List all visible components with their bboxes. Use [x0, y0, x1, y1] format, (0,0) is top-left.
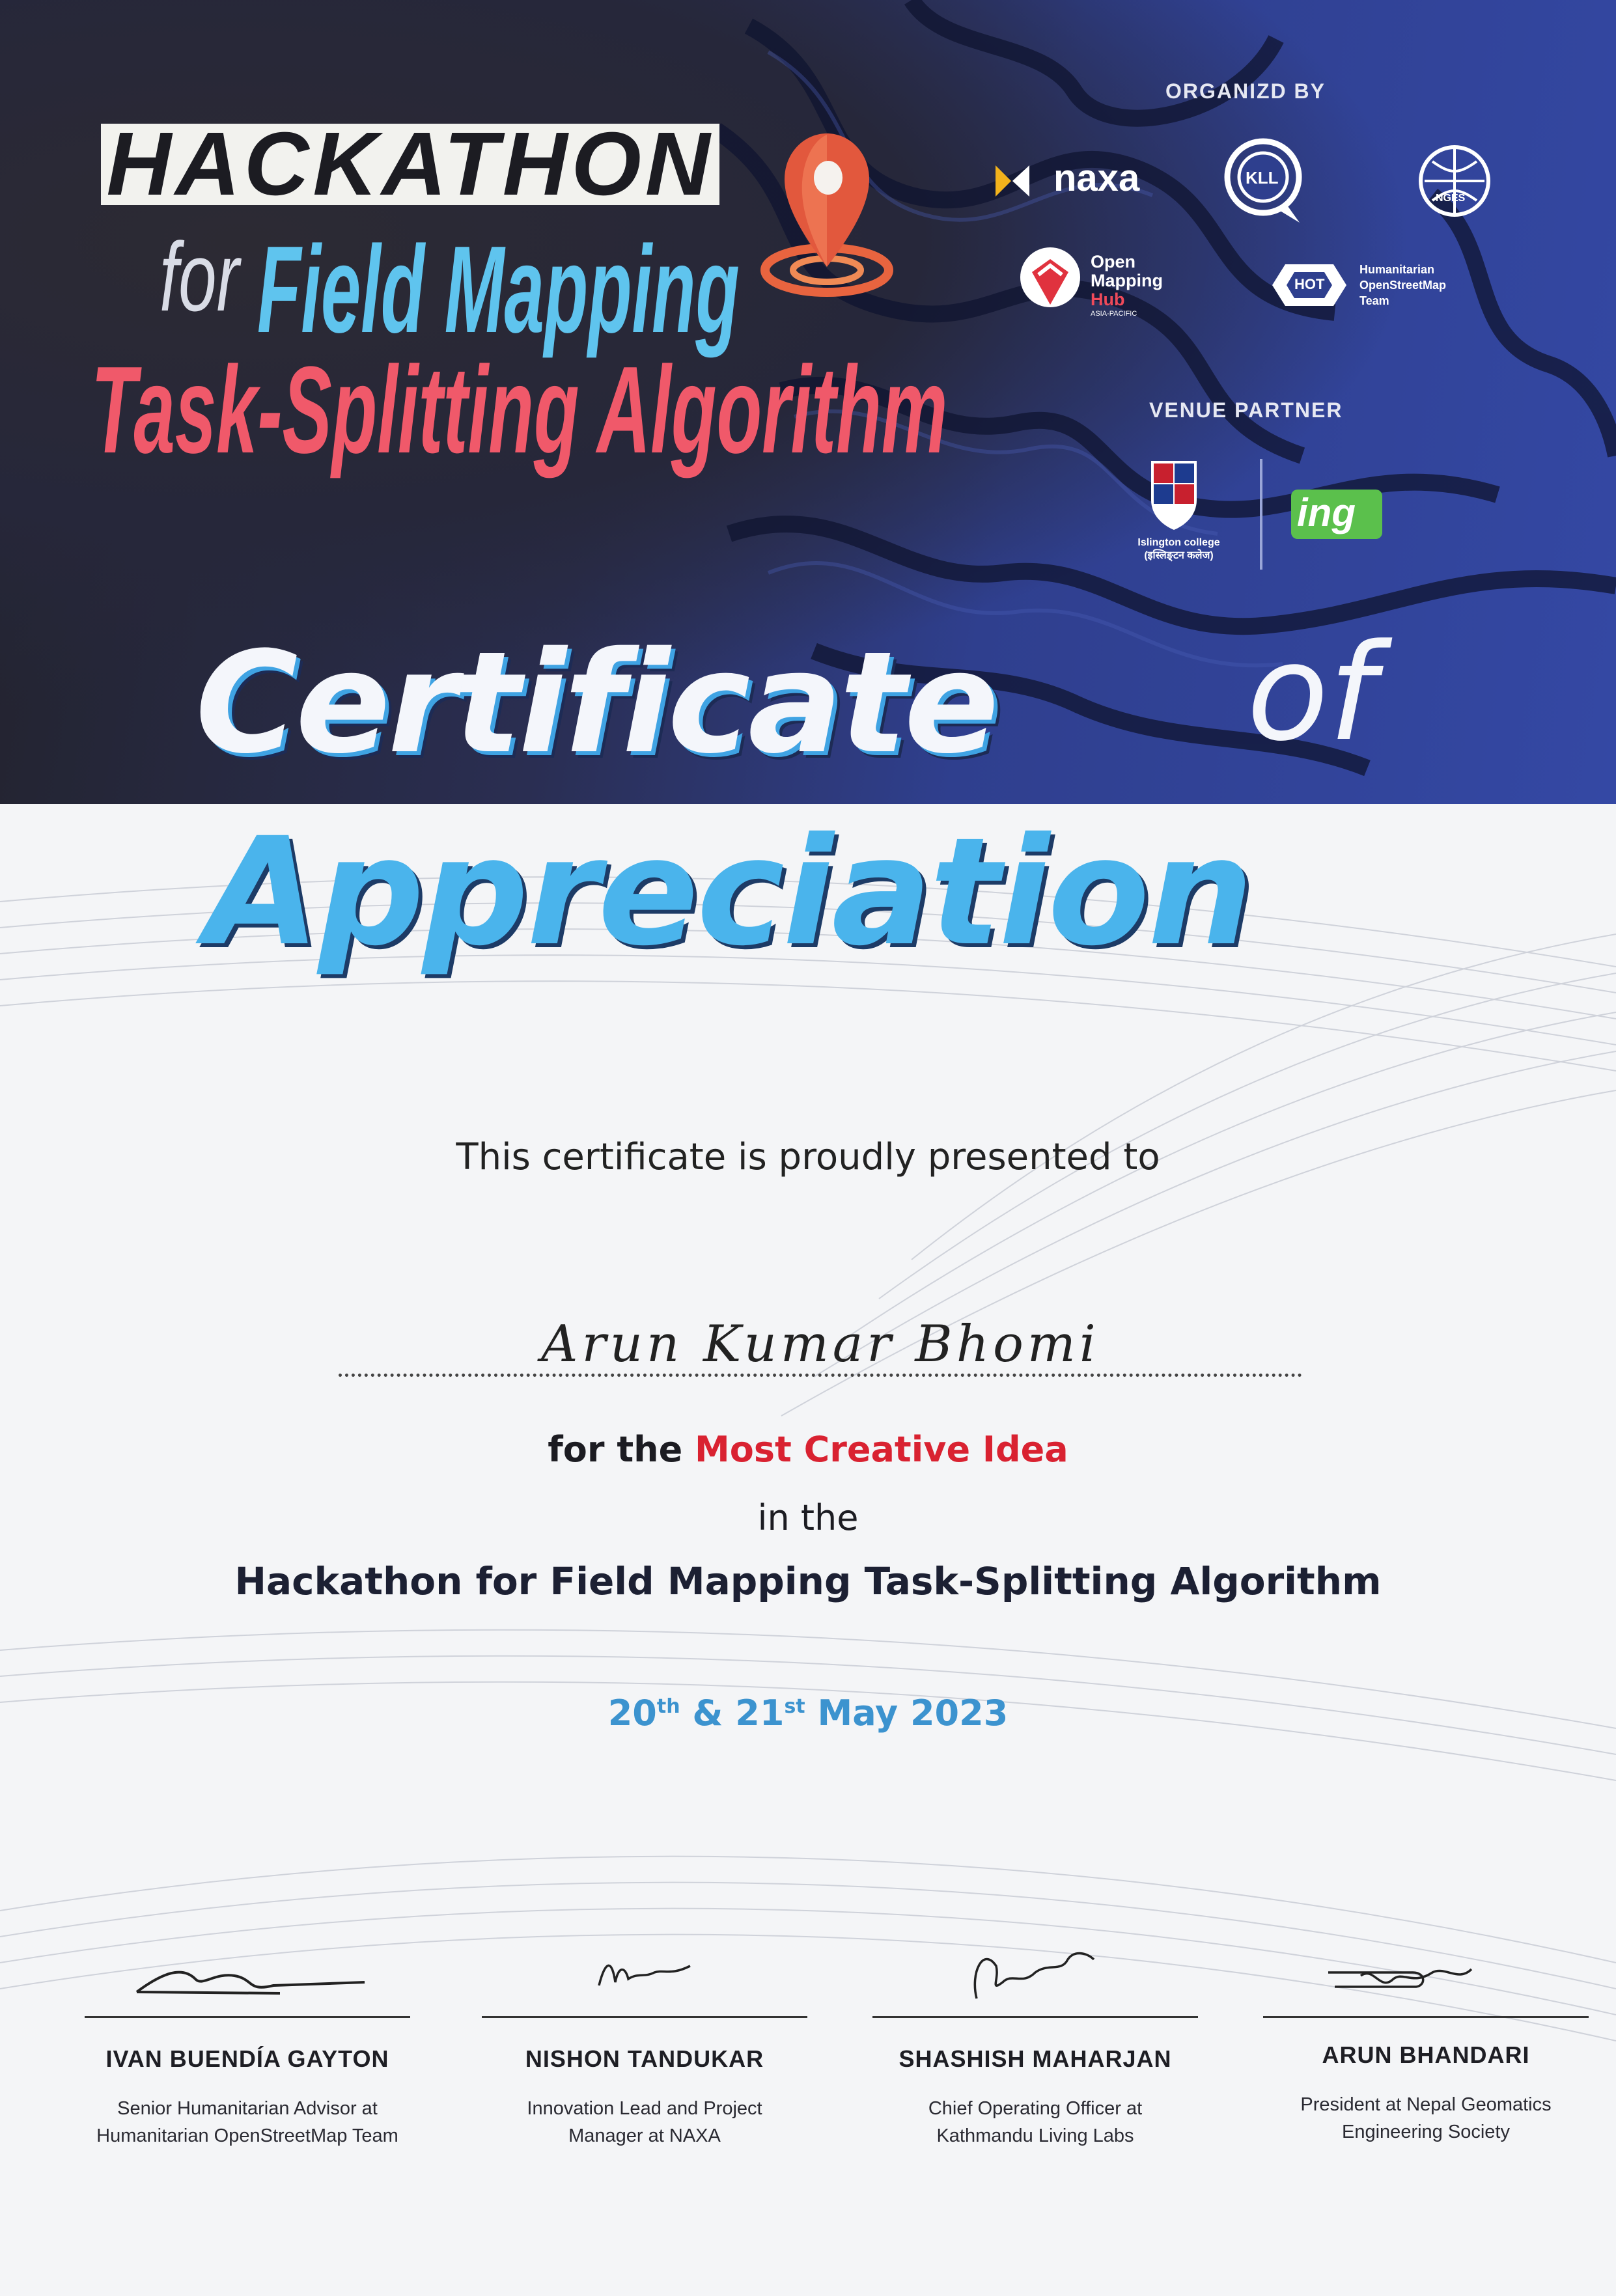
signature-4-scribble — [1263, 1946, 1589, 2005]
hot-line3: Team — [1359, 294, 1389, 307]
organized-by-label: ORGANIZD BY — [1165, 79, 1326, 103]
award-prefix: for the — [548, 1429, 683, 1470]
date-sup2: st — [784, 1695, 805, 1718]
signatory-1-role-line1: Senior Humanitarian Advisor at — [117, 2098, 378, 2119]
date-amp: & — [692, 1693, 723, 1734]
nges-logo-icon — [1412, 143, 1499, 221]
signatory-2-role — [482, 2095, 807, 2150]
signatory-4-role — [1263, 2091, 1589, 2146]
signatory-2-role-line2: Manager at NAXA — [568, 2125, 721, 2146]
hot-line2: OpenStreetMap — [1359, 279, 1447, 292]
omh-line2: Mapping — [1091, 271, 1163, 290]
signatory-4-role-line2: Engineering Society — [1342, 2122, 1510, 2142]
appreciation-heading: Appreciation — [205, 805, 1252, 978]
naxa-logo-icon — [993, 161, 1032, 201]
map-pin-icon — [755, 120, 905, 303]
title-task-splitting: Task-Splitting Algorithm — [91, 341, 948, 479]
signatory-1-name: IVAN BUENDÍA GAYTON — [105, 2045, 389, 2072]
signature-1-scribble — [85, 1946, 410, 2005]
signature-2-line — [482, 2016, 807, 2018]
recipient-dotted-line — [339, 1374, 1302, 1377]
signatory-4 — [1263, 1946, 1589, 2146]
signatory-2 — [482, 1946, 807, 2150]
islington-college-text — [1119, 536, 1239, 562]
title-field-mapping: Field Mapping — [257, 221, 740, 359]
omh-line1: Open — [1091, 252, 1136, 271]
signature-1-line — [85, 2016, 410, 2018]
signatory-3-name: SHASHISH MAHARJAN — [899, 2045, 1172, 2072]
omh-sub: ASIA-PACIFIC — [1091, 310, 1137, 318]
signatory-2-role-line1: Innovation Lead and Project — [527, 2098, 762, 2119]
signatory-3-role-line1: Chief Operating Officer at — [928, 2098, 1143, 2119]
omh-line3: Hub — [1091, 290, 1125, 309]
signatory-1-role — [85, 2095, 410, 2150]
certificate-heading: Certificate — [195, 621, 997, 784]
of-heading: of — [1247, 616, 1376, 771]
presented-to-text: This certificate is proudly presented to — [456, 1136, 1160, 1178]
date-sup1: th — [656, 1695, 680, 1718]
open-mapping-hub-logo-icon — [1019, 246, 1084, 324]
kll-logo-text: KLL — [1246, 168, 1279, 187]
signatory-3-role — [872, 2095, 1198, 2150]
title-hackathon: HACKATHON — [106, 114, 714, 214]
signatory-3 — [872, 1946, 1198, 2150]
date-rest: May 2023 — [817, 1693, 1009, 1734]
nges-logo-text: NGES — [1436, 193, 1466, 204]
date-day2: 21 — [735, 1693, 785, 1734]
event-date — [0, 1693, 1616, 1734]
title-for: for — [160, 222, 240, 331]
signatory-1-role-line2: Humanitarian OpenStreetMap Team — [96, 2125, 398, 2146]
event-name: Hackathon for Field Mapping Task-Splitting Algorithm — [234, 1559, 1382, 1603]
award-line — [0, 1429, 1616, 1470]
award-title: Most Creative Idea — [695, 1429, 1068, 1470]
in-the-text: in the — [757, 1497, 859, 1538]
signature-3-line — [872, 2016, 1198, 2018]
hot-line1: Humanitarian — [1359, 263, 1435, 276]
naxa-logo-text: naxa — [1053, 157, 1140, 199]
college-line2: (इस्लिङ्टन कलेज) — [1144, 550, 1214, 561]
venue-divider — [1260, 459, 1262, 570]
hot-logo-text — [1359, 262, 1446, 309]
venue-partner-label: VENUE PARTNER — [1149, 398, 1343, 422]
signatory-4-role-line1: President at Nepal Geomatics — [1300, 2094, 1552, 2115]
recipient-name: Arun Kumar Bhomi — [541, 1315, 1100, 1374]
signatory-2-name: NISHON TANDUKAR — [525, 2045, 764, 2072]
college-line1: Islington college — [1137, 537, 1220, 548]
islington-college-crest-icon — [1145, 454, 1203, 533]
signatory-3-role-line2: Kathmandu Living Labs — [936, 2125, 1134, 2146]
signatory-4-name: ARUN BHANDARI — [1322, 2041, 1530, 2068]
date-day1: 20 — [607, 1693, 657, 1734]
signature-3-scribble — [872, 1946, 1198, 2005]
ing-logo-text: ing — [1297, 491, 1356, 534]
signatory-1 — [85, 1946, 410, 2150]
header-band — [0, 0, 1616, 804]
hot-badge-text: HOT — [1294, 276, 1325, 292]
signature-4-line — [1263, 2016, 1589, 2018]
open-mapping-hub-text — [1091, 253, 1163, 318]
signature-2-scribble — [482, 1946, 807, 2005]
